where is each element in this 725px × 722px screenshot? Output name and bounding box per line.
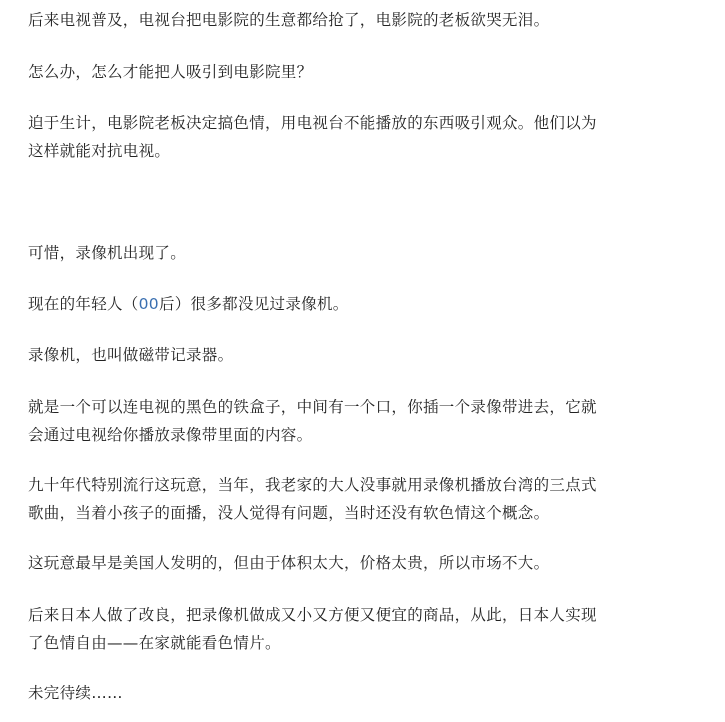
paragraph-line: 会通过电视给你播放录像带里面的内容。 [28,426,313,444]
paragraph-what-to-do [28,58,688,86]
paragraph-young-people [28,290,688,318]
paragraph-line: 九十年代特别流行这玩意，当年，我老家的大人没事就用录像机播放台湾的三点式 [28,476,597,494]
paragraph-cinema-decision [28,109,688,165]
paragraph-nineties [28,471,688,527]
paragraph-line: 了色情自由——在家就能看色情片。 [28,634,281,652]
paragraph-line: 就是一个可以连电视的黑色的铁盒子，中间有一个口，你插一个录像带进去，它就 [28,398,597,416]
paragraph-tv-popular [28,6,688,34]
paragraph-line: 歌曲，当着小孩子的面播，没人觉得有问题，当时还没有软色情这个概念。 [28,504,550,522]
paragraph-to-be-continued [28,679,688,707]
text-segment: 现在的年轻人（ [28,295,139,313]
paragraph-vcr-definition [28,341,688,369]
highlighted-number: 00 [138,295,159,313]
paragraph-line [28,290,688,318]
paragraph-line: 录像机，也叫做磁带记录器。 [28,346,234,364]
paragraph-line: 未完待续…… [28,684,123,702]
paragraph-line: 可惜，录像机出现了。 [28,244,187,262]
paragraph-american-invention [28,549,688,577]
paragraph-vcr-appeared [28,239,688,267]
paragraph-line: 后来日本人做了改良，把录像机做成又小又方便又便宜的商品，从此，日本人实现 [28,606,597,624]
text-segment: 后）很多都没见过录像机。 [158,295,349,313]
paragraph-line: 后来电视普及，电视台把电影院的生意都给抢了，电影院的老板欲哭无泪。 [28,11,550,29]
paragraph-line: 怎么办，怎么才能把人吸引到电影院里？ [28,63,313,81]
paragraph-line: 这玩意最早是美国人发明的，但由于体积太大，价格太贵，所以市场不大。 [28,554,550,572]
paragraph-vcr-description [28,393,688,449]
paragraph-line: 迫于生计，电影院老板决定搞色情，用电视台不能播放的东西吸引观众。他们以为 [28,114,597,132]
paragraph-line: 这样就能对抗电视。 [28,142,171,160]
paragraph-japan-improvement [28,601,688,657]
